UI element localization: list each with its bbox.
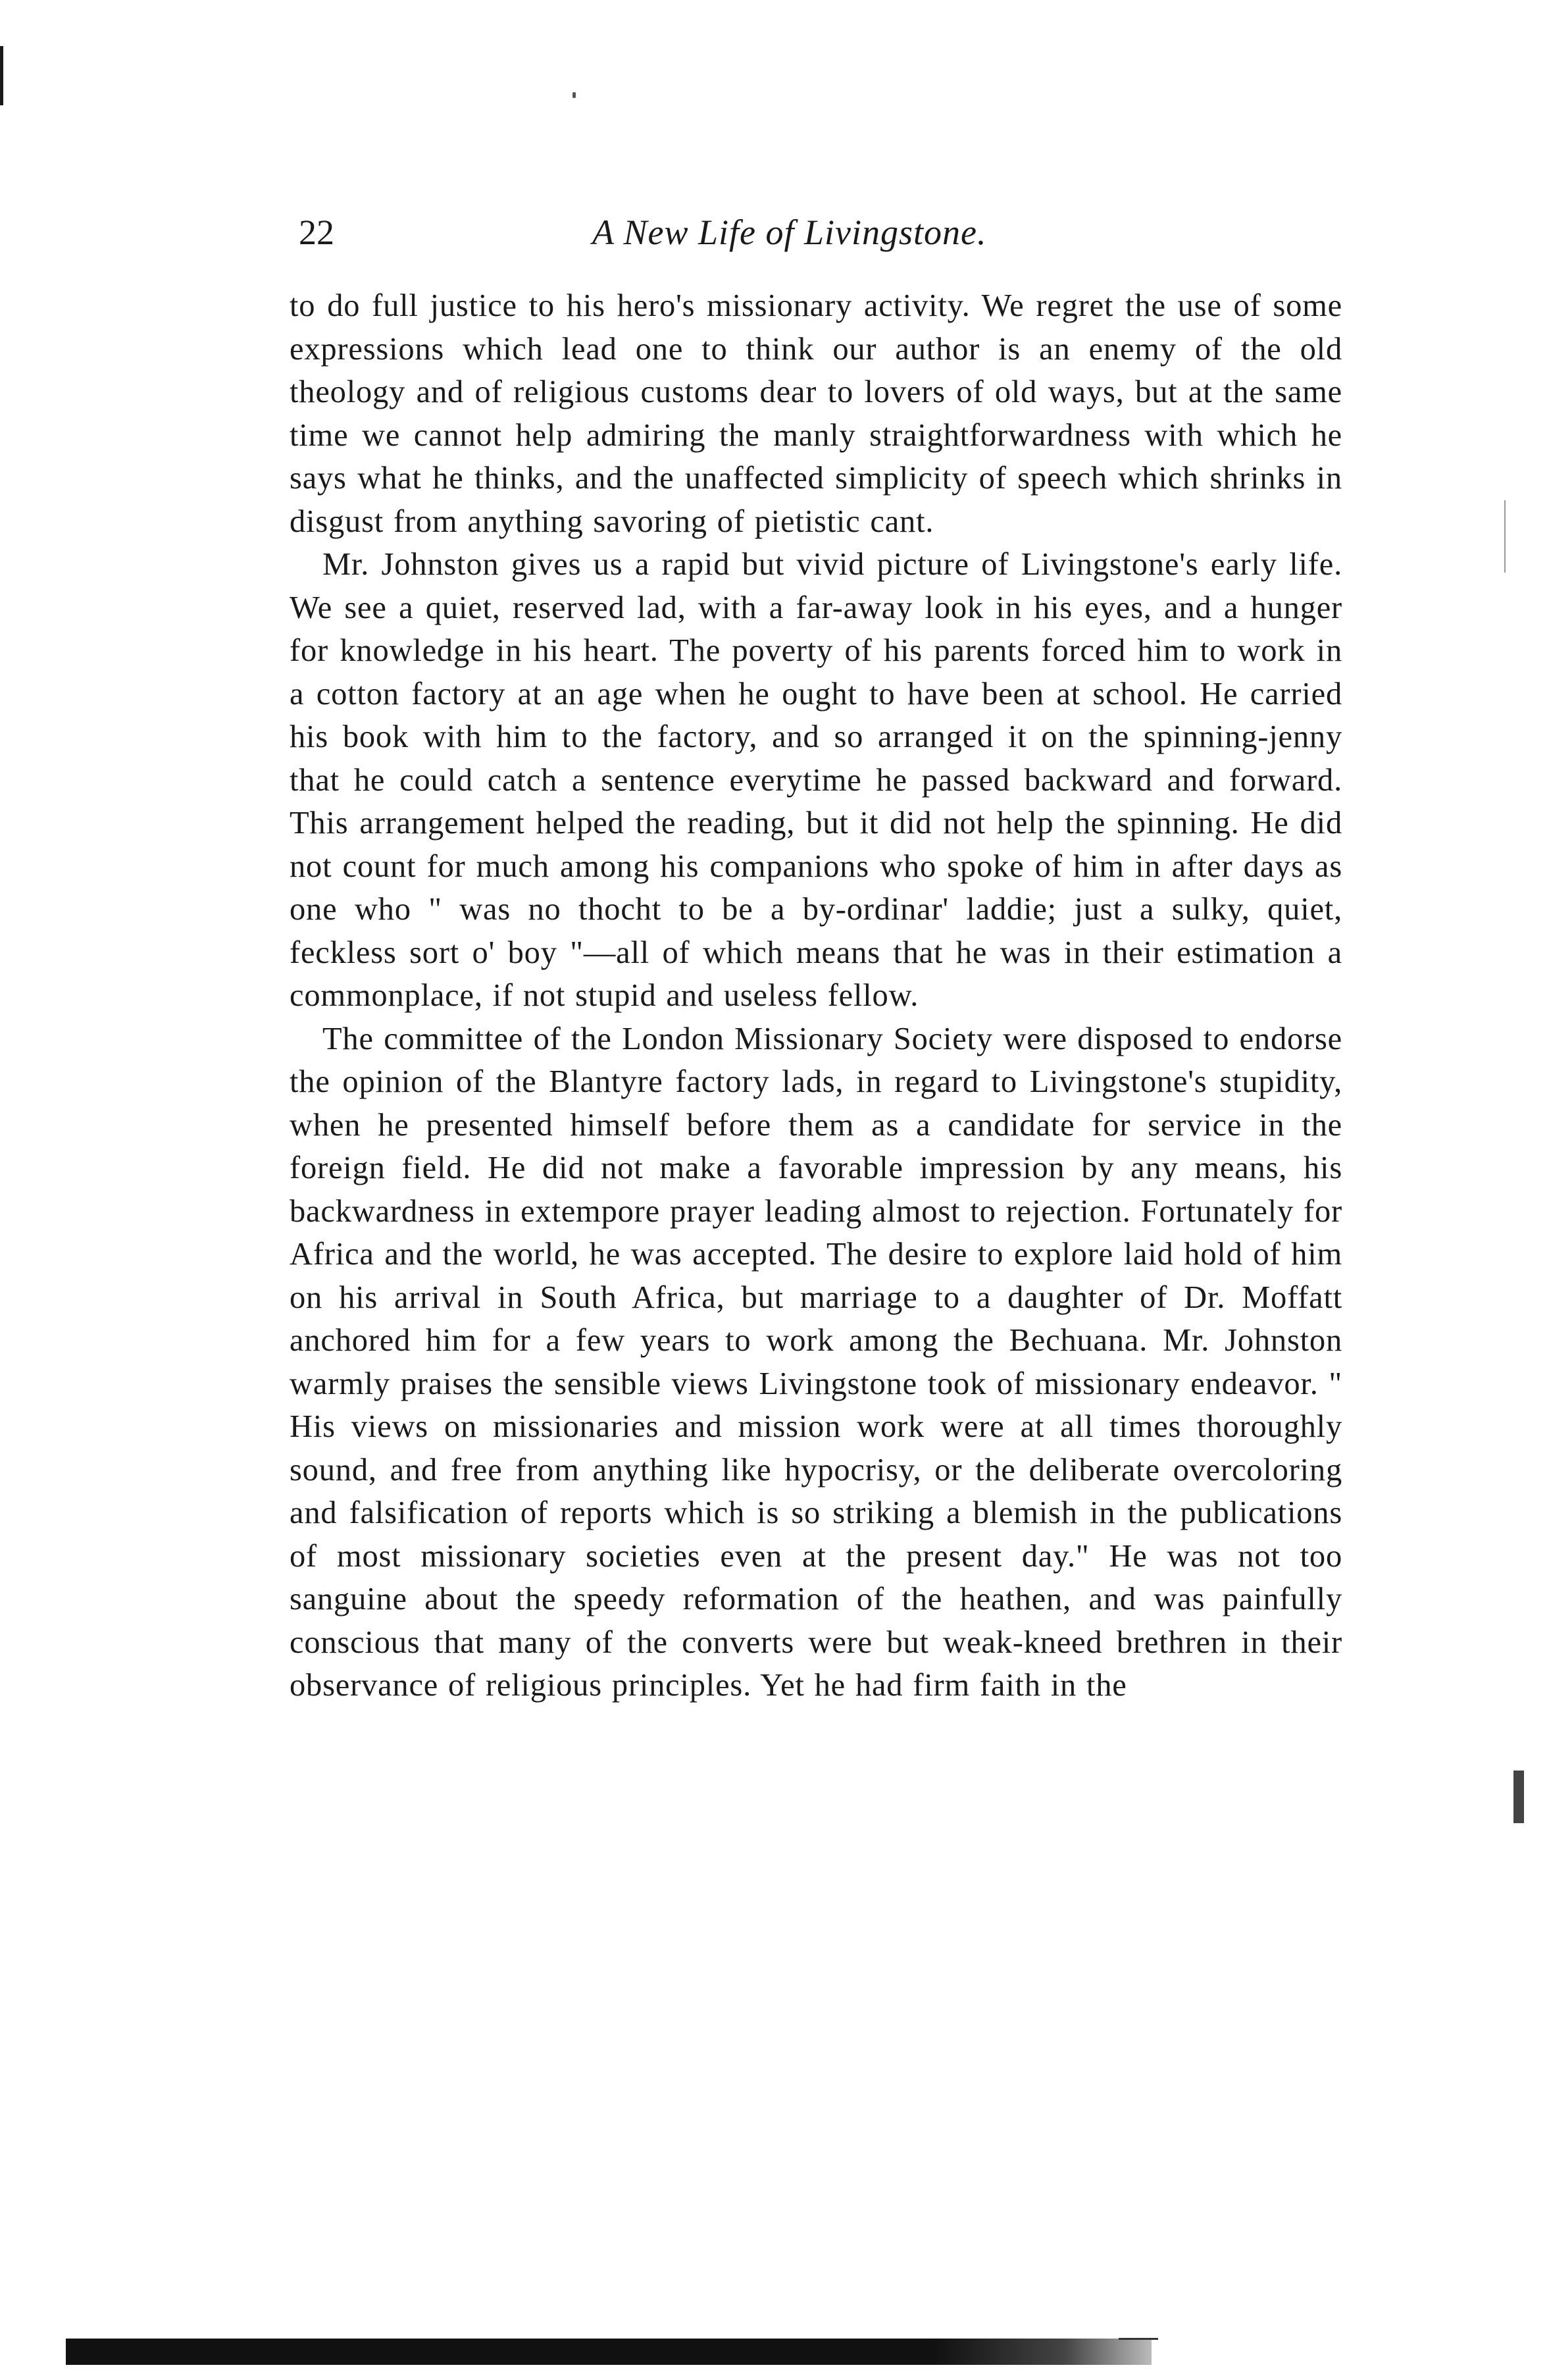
- paragraph-early-life: Mr. Johnston gives us a rapid but vivid picture of Livingstone's early life. We see a quiet, reserved lad, with a far-away look in his eyes, and a hunger for knowledge in his heart. The poverty of his parents forced him to work in a cotton factory at an age when he ought to have been at school. He carried his book with him to the factory, and so arranged it on the spinning-jenny that he could catch a sentence everytime he passed backward and forward. This arrangement helped the reading, but it did not help the spinning. He did not count for much among his companions who spoke of him in after days as one who " was no thocht to be a by-ordinar' laddie; just a sulky, quiet, feckless sort o' boy "—all of which means that he was in their estimation a commonplace, if not stupid and useless fellow.: [290, 547, 1342, 1013]
- running-title: A New Life of Livingstone.: [592, 213, 987, 252]
- scan-edge-line: [1504, 500, 1506, 573]
- paragraph-missionary-society: The committee of the London Missionary Society were disposed to endorse the opinion of the Blantyre factory lads, in regard to Livingstone's stupidity, when he presented himself before them as a candidate for service in the foreign field. He did not make a favorable impression by any means, his backwardness in extempore prayer leading almost to rejection. Fortunately for Africa and the world, he was accepted. The desire to explore laid hold of him on his arrival in South Africa, but marriage to a daughter of Dr. Moffatt anchored him for a few years to work among the Bechuana. Mr. Johnston warmly praises the sensible views Livingstone took of missionary endeavor. " His views on missionaries and mission work were at all times thoroughly sound, and free from anything like hypocrisy, or the deliberate overcoloring and falsification of reports which is so striking a blemish in the publications of most missionary societies even at the present day." He was not too sanguine about the speedy reformation of the heathen, and was painfully conscious that many of the converts were but weak-kneed brethren in their observance of religious principles. Yet he had firm faith in the: [290, 1021, 1342, 1703]
- scan-bottom-bar: [66, 2339, 1152, 2365]
- scan-speck: [572, 92, 576, 98]
- scan-edge-mark: [0, 46, 3, 105]
- page-number: 22: [299, 213, 334, 252]
- paragraph-continuation: to do full justice to his hero's missionary activity. We regret the use of some expressions which lead one to think our author is an enemy of the old theology and of religious customs dear to lovers of old ways, but at the same time we cannot help admiring the manly straightforwardness with which he says what he thinks, and the unaffected simplicity of speech which shrinks in disgust from anything savoring of pietistic cant.: [290, 288, 1342, 539]
- page-header: [290, 209, 1342, 255]
- scan-edge-mark-right: [1513, 1771, 1524, 1823]
- body-text: [290, 284, 1342, 1707]
- scan-bottom-line: [1119, 2338, 1158, 2340]
